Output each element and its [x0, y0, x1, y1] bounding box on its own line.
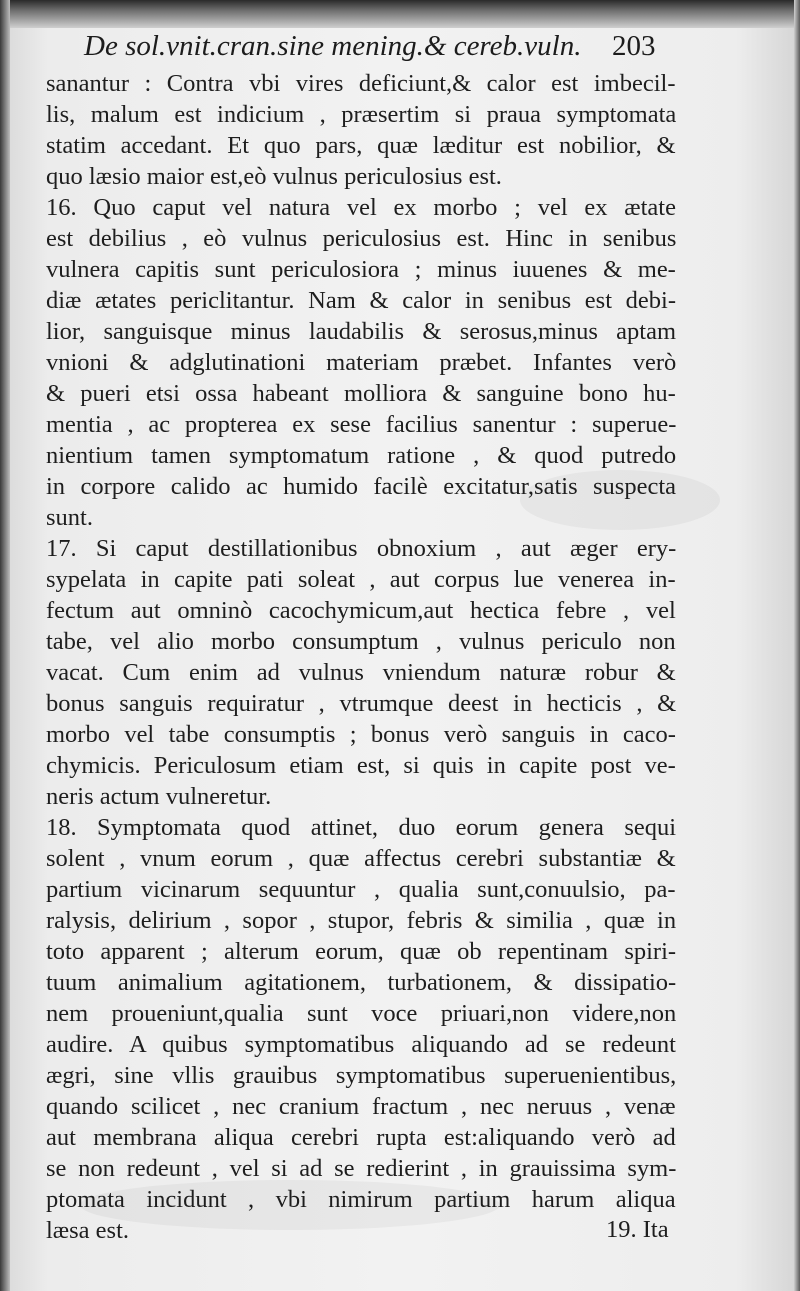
text-line: solent , vnum eorum , quæ affectus cerebri substantiæ &	[46, 845, 676, 872]
page-left-shadow	[0, 0, 10, 1291]
text-line: toto apparent ; alterum eorum, quæ ob repentinam spiri-	[46, 938, 677, 965]
text-line: ægri, sine vllis grauibus symptomatibus superuenientibus,	[46, 1062, 677, 1089]
running-header	[84, 30, 684, 63]
text-line: sypelata in capite pati soleat , aut corpus lue venerea in-	[46, 566, 676, 593]
text-line: fectum aut omninò cacochymicum,aut hectica febre , vel	[46, 597, 676, 624]
text-line: statim accedant. Et quo pars, quæ læditur est nobilior, &	[46, 132, 676, 159]
text-line: ralysis, delirium , sopor , stupor, febris & similia , quæ in	[46, 907, 677, 934]
text-line: neris actum vulneretur.	[46, 783, 272, 810]
text-line: morbo vel tabe consumptis ; bonus verò sanguis in caco-	[46, 721, 676, 748]
page-right-shadow	[794, 0, 800, 1291]
text-line: vacat. Cum enim ad vulnus vniendum naturæ robur &	[46, 659, 676, 686]
text-line: diæ ætates periclitantur. Nam & calor in senibus est debi-	[46, 287, 677, 314]
page-number: 203	[612, 30, 656, 62]
text-line: læsa est.	[46, 1217, 130, 1244]
text-line: sanantur : Contra vbi vires deficiunt,& calor est imbecil-	[46, 70, 676, 97]
text-line: 17. Si caput destillationibus obnoxium , aut æger ery-	[46, 535, 677, 562]
body-text	[46, 68, 676, 1246]
text-line: bonus sanguis requiratur , vtrumque deest in hecticis , &	[46, 690, 677, 717]
page-top-shadow	[0, 0, 800, 28]
text-line: chymicis. Periculosum etiam est, si quis in capite post ve-	[46, 752, 676, 779]
text-line: 18. Symptomata quod attinet, duo eorum genera sequi	[46, 814, 677, 841]
text-line: 16. Quo caput vel natura vel ex morbo ; vel ex ætate	[46, 194, 676, 221]
text-line: est debilius , eò vulnus periculosius est. Hinc in senibus	[46, 225, 677, 252]
text-line: mentia , ac propterea ex sese facilius sanentur : superue-	[46, 411, 677, 438]
text-line: aut membrana aliqua cerebri rupta est:aliquando verò ad	[46, 1124, 676, 1151]
text-line: quo læsio maior est,eò vulnus periculosius est.	[46, 163, 502, 190]
text-line: se non redeunt , vel si ad se redierint , in grauissima sym-	[46, 1155, 677, 1182]
text-line: tabe, vel alio morbo consumptum , vulnus periculo non	[46, 628, 676, 655]
text-line: nientium tamen symptomatum ratione , & quod putredo	[46, 442, 677, 469]
text-line: quando scilicet , nec cranium fractum , nec neruus , venæ	[46, 1093, 676, 1120]
text-line: audire. A quibus symptomatibus aliquando ad se redeunt	[46, 1031, 676, 1058]
text-line: vnioni & adglutinationi materiam præbet. Infantes verò	[46, 349, 677, 376]
text-line: sunt.	[46, 504, 93, 531]
text-line: lior, sanguisque minus laudabilis & serosus,minus aptam	[46, 318, 677, 345]
text-line: lis, malum est indicium , præsertim si praua symptomata	[46, 101, 677, 128]
running-title: De sol.vnit.cran.sine mening.& cereb.vuln.	[84, 30, 582, 62]
text-line: in corpore calido ac humido facilè excitatur,satis suspecta	[46, 473, 677, 500]
text-line: nem proueniunt,qualia sunt voce priuari,non videre,non	[46, 1000, 677, 1027]
text-line: partium vicinarum sequuntur , qualia sunt,conuulsio, pa-	[46, 876, 676, 903]
text-line: vulnera capitis sunt periculosiora ; minus iuuenes & me-	[46, 256, 676, 283]
text-line: tuum animalium agitationem, turbationem, & dissipatio-	[46, 969, 677, 996]
text-line: & pueri etsi ossa habeant molliora & sanguine bono hu-	[46, 380, 676, 407]
text-line: ptomata incidunt , vbi nimirum partium harum aliqua	[46, 1186, 676, 1213]
catchword: 19. Ita	[606, 1216, 669, 1243]
